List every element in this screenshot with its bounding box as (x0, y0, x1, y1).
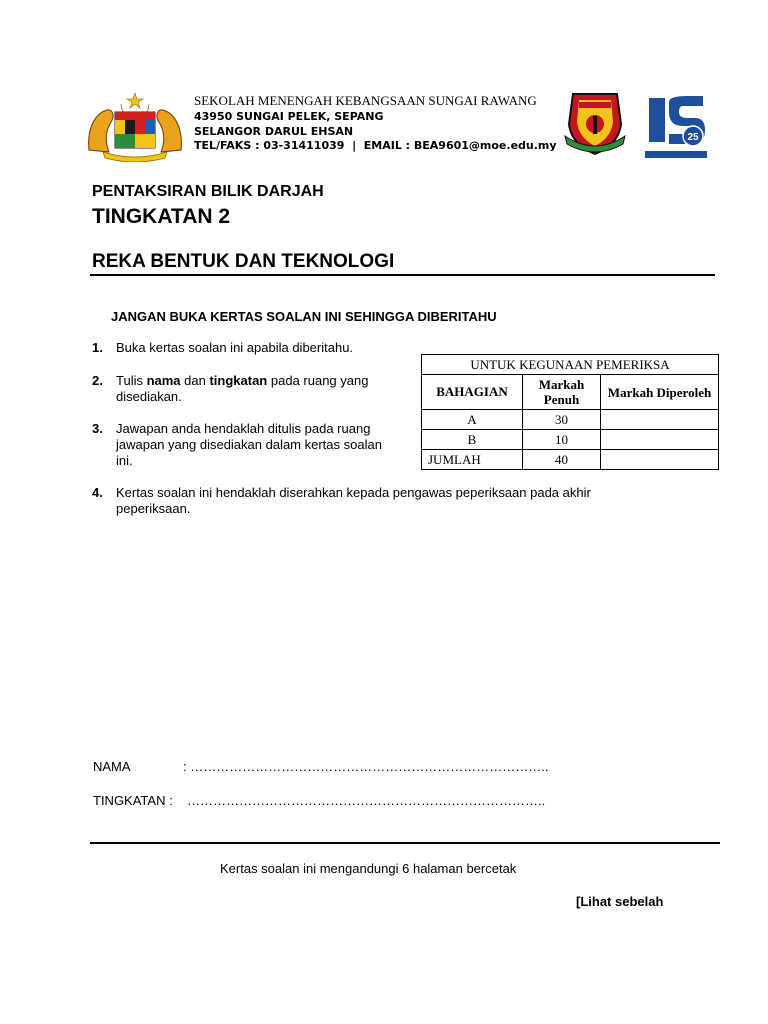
footer-divider (90, 842, 720, 844)
instruction-item-4 (92, 485, 652, 519)
instruction-item-3 (92, 421, 412, 471)
table-title-row (422, 355, 719, 375)
cell-markah-diperoleh[interactable] (601, 450, 719, 470)
instruction-item-1 (92, 340, 402, 358)
column-header-markah-penuh: Markah Penuh (523, 375, 601, 410)
instruction-number: 3. (92, 421, 103, 436)
tingkatan-field-line[interactable]: ……………………………………………………………………….. (187, 793, 546, 808)
column-header-markah-diperoleh: Markah Diperoleh (601, 375, 719, 410)
instruction-text: Buka kertas soalan ini apabila diberitahu. (116, 340, 354, 355)
cell-bahagian: B (422, 430, 523, 450)
cell-markah-diperoleh[interactable] (601, 430, 719, 450)
assessment-title: PENTAKSIRAN BILIK DARJAH (92, 183, 324, 200)
table-row (422, 450, 719, 470)
cell-bahagian: JUMLAH (422, 450, 523, 470)
tingkatan-label: TINGKATAN : (93, 793, 173, 808)
table-row (422, 410, 719, 430)
next-page-note: [Lihat sebelah (576, 894, 664, 909)
instruction-text (116, 373, 398, 405)
page-count-note: Kertas soalan ini mengandungi 6 halaman bercetak (220, 861, 517, 876)
instruction-text-part: Tulis (116, 373, 147, 388)
seal-number-text: 25 (687, 132, 699, 143)
nama-label: NAMA (93, 759, 131, 774)
cell-bahagian: A (422, 410, 523, 430)
instruction-number: 2. (92, 373, 103, 388)
instruction-number: 4. (92, 485, 103, 500)
subject-title: REKA BENTUK DAN TEKNOLOGI (92, 251, 395, 272)
instruction-bold-word: tingkatan (209, 373, 268, 388)
anniversary-seal-logo (643, 92, 709, 160)
cell-markah-penuh: 40 (523, 450, 601, 470)
school-badge-logo (563, 90, 627, 158)
instruction-number: 1. (92, 340, 103, 355)
school-address-line1: 43950 SUNGAI PELEK, SEPANG (194, 110, 384, 123)
table-row (422, 430, 719, 450)
instruction-text-part: pada ruang yang disediakan. (116, 373, 369, 404)
instruction-text: Jawapan anda hendaklah ditulis pada ruang jawapan yang disediakan dalam kertas soalan ini. (116, 421, 382, 468)
examiner-marks-table (421, 354, 719, 470)
cell-markah-penuh: 30 (523, 410, 601, 430)
school-contact-line: TEL/FAKS : 03-31411039 | EMAIL : BEA9601@moe.edu.my (194, 139, 557, 152)
cell-markah-diperoleh[interactable] (601, 410, 719, 430)
cell-markah-penuh: 10 (523, 430, 601, 450)
instruction-item-2 (92, 373, 402, 407)
instruction-bold-word: nama (146, 373, 181, 388)
nama-field-line[interactable]: : ……………………………………………………………………….. (183, 759, 549, 774)
column-header-bahagian: BAHAGIAN (422, 375, 523, 410)
coat-of-arms-logo (85, 92, 185, 162)
school-name: SEKOLAH MENENGAH KEBANGSAAN SUNGAI RAWANG (194, 93, 537, 108)
title-divider (90, 274, 715, 276)
instruction-text: Kertas soalan ini hendaklah diserahkan kepada pengawas peperiksaan pada akhir peperiksaan. (116, 485, 591, 516)
table-title: UNTUK KEGUNAAN PEMERIKSA (422, 355, 719, 375)
instructions-heading: JANGAN BUKA KERTAS SOALAN INI SEHINGGA DIBERITAHU (111, 309, 497, 324)
school-address-line2: SELANGOR DARUL EHSAN (194, 125, 354, 138)
table-header-row (422, 375, 719, 410)
instruction-text-part: dan (180, 373, 210, 388)
form-title: TINGKATAN 2 (92, 205, 231, 228)
